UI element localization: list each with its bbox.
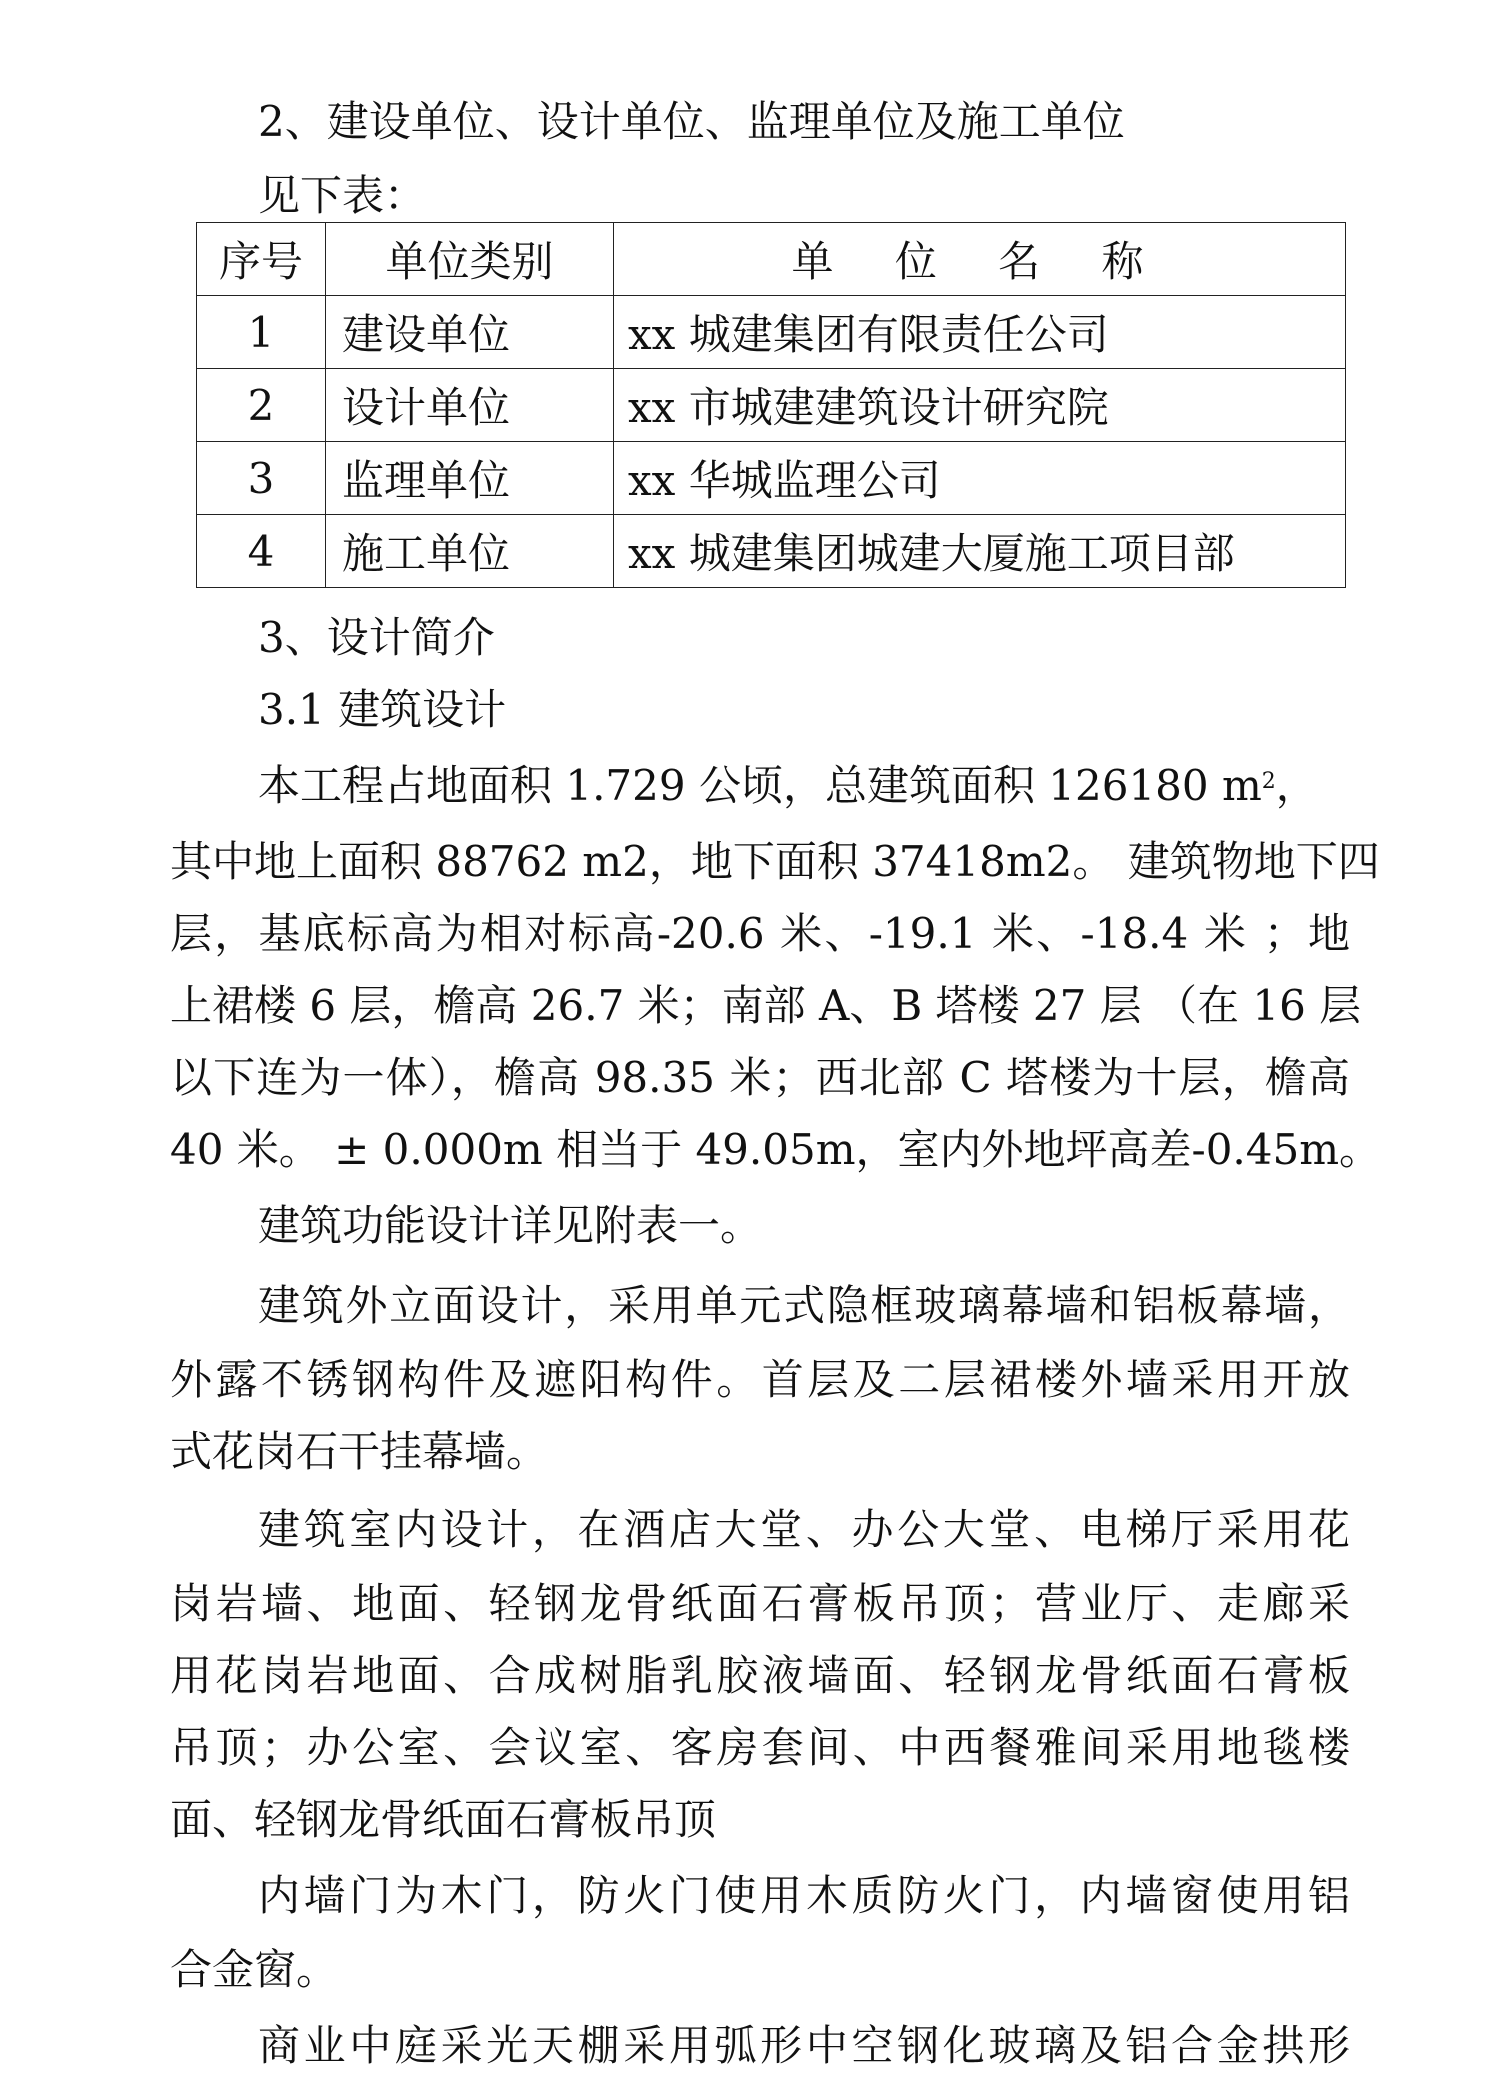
row-category: 设计单位 (326, 369, 614, 442)
row-name: xx 华城监理公司 (614, 442, 1346, 515)
area-para-line-1 (0, 756, 1502, 816)
interior-para-line: 面、轻钢龙骨纸面石膏板吊顶 (170, 1795, 717, 1844)
row-no: 4 (197, 515, 326, 588)
row-name: xx 市城建建筑设计研究院 (614, 369, 1346, 442)
section-3-1-title: 3.1 建筑设计 (258, 685, 507, 734)
row-category: 监理单位 (326, 442, 614, 515)
area-line1-tail: ， (1275, 761, 1318, 810)
row-no: 2 (197, 369, 326, 442)
skylight-para-line: 商业中庭采光天棚采用弧形中空钢化玻璃及铝合金拱形 (258, 2021, 1350, 2070)
row-no: 3 (197, 442, 326, 515)
header-name: 单 位 名 称 (614, 223, 1346, 296)
header-category: 单位类别 (326, 223, 614, 296)
table-row (197, 296, 1346, 369)
row-category: 建设单位 (326, 296, 614, 369)
facade-para-line: 式花岗石干挂幕墙。 (170, 1427, 549, 1476)
interior-para-line: 岗岩墙、地面、轻钢龙骨纸面石膏板吊顶；营业厅、走廊采 (170, 1579, 1350, 1628)
area-para-line: 以下连为一体），檐高 98.35 米；西北部 C 塔楼为十层，檐高 (170, 1053, 1350, 1102)
interior-para-line: 吊顶；办公室、会议室、客房套间、中西餐雅间采用地毯楼 (170, 1723, 1350, 1772)
row-name: xx 城建集团有限责任公司 (614, 296, 1346, 369)
table-header-row (197, 223, 1346, 296)
area-para-line: 上裙楼 6 层，檐高 26.7 米；南部 A、B 塔楼 27 层 （在 16 层 (170, 981, 1362, 1030)
heading-units: 2、建设单位、设计单位、监理单位及施工单位 (258, 97, 1125, 146)
facade-para-line: 外露不锈钢构件及遮阳构件。首层及二层裙楼外墙采用开放 (170, 1355, 1350, 1404)
area-para-line: 层，基底标高为相对标高-20.6 米、-19.1 米、-18.4 米 ；地 (170, 909, 1350, 958)
table-row (197, 515, 1346, 588)
area-para-line: 其中地上面积 88762 m2，地下面积 37418m2。 建筑物地下四 (170, 837, 1380, 886)
row-name: xx 城建集团城建大厦施工项目部 (614, 515, 1346, 588)
table-row (197, 369, 1346, 442)
door-para-line: 合金窗。 (170, 1945, 339, 1994)
header-no: 序号 (197, 223, 326, 296)
interior-para-line: 用花岗岩地面、合成树脂乳胶液墙面、轻钢龙骨纸面石膏板 (170, 1651, 1350, 1700)
facade-para-line: 建筑外立面设计，采用单元式隐框玻璃幕墙和铝板幕墙， (258, 1281, 1350, 1330)
see-table-label: 见下表： (258, 171, 427, 220)
area-line1-text: 本工程占地面积 1.729 公顷，总建筑面积 126180 m (258, 761, 1262, 810)
table-row (197, 442, 1346, 515)
units-table (196, 222, 1346, 588)
section-3-title: 3、设计简介 (258, 613, 495, 662)
area-para-line: 40 米。 ± 0.000m 相当于 49.05m，室内外地坪高差-0.45m。 (170, 1125, 1382, 1174)
superscript-2: 2 (1261, 769, 1276, 794)
row-category: 施工单位 (326, 515, 614, 588)
row-no: 1 (197, 296, 326, 369)
interior-para-line: 建筑室内设计，在酒店大堂、办公大堂、电梯厅采用花 (258, 1505, 1350, 1554)
function-para: 建筑功能设计详见附表一。 (258, 1201, 763, 1250)
door-para-line: 内墙门为木门，防火门使用木质防火门，内墙窗使用铝 (258, 1871, 1350, 1920)
